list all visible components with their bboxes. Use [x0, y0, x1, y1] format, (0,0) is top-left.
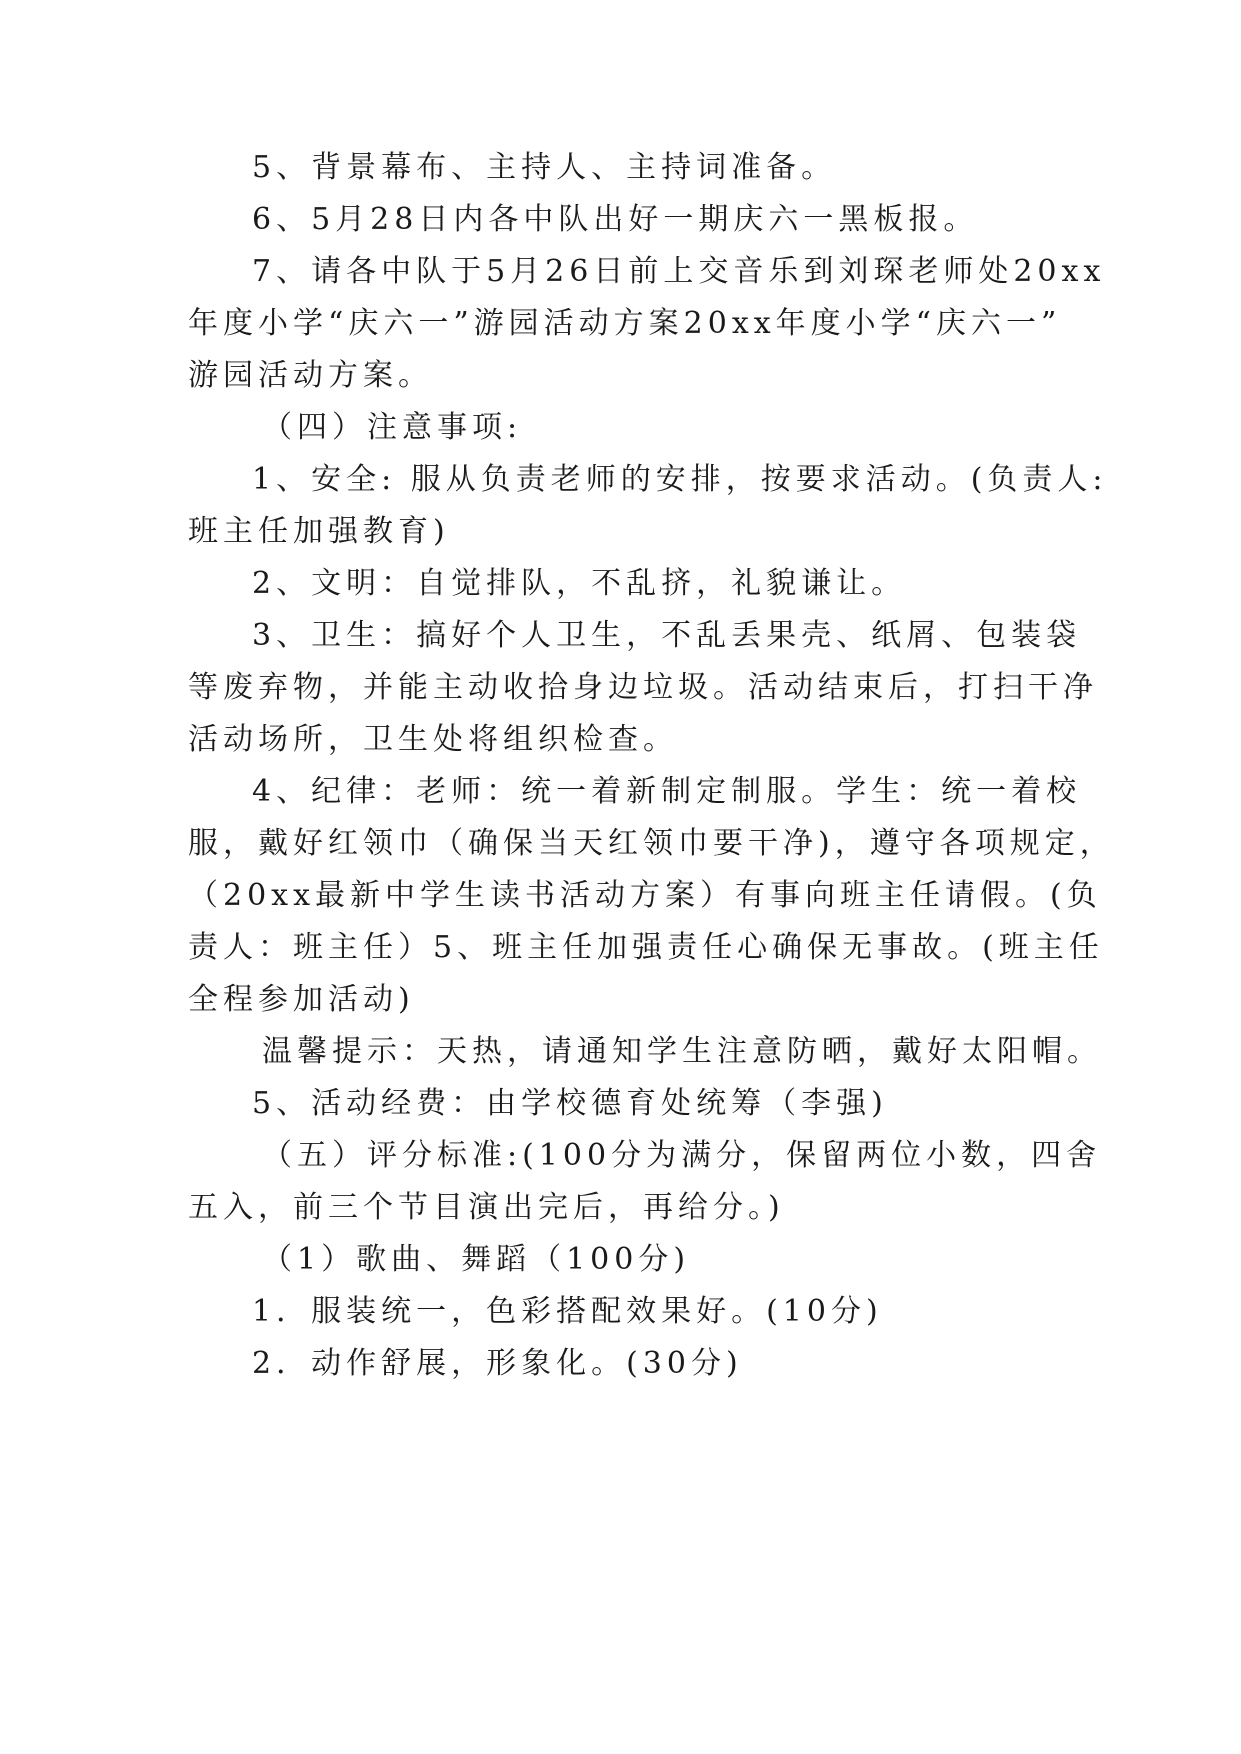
text-line-7-cont-2: 游园活动方案。	[188, 358, 433, 393]
text-line-discipline-cont-4: 全程参加活动)	[188, 982, 415, 1017]
text-line-discipline-cont-3: 责人：班主任）5、班主任加强责任心确保无事故。(班主任	[188, 930, 1104, 965]
text-line-discipline: 4、纪律：老师：统一着新制定制服。学生：统一着校	[252, 774, 1082, 809]
text-line-discipline-cont-2: （20xx最新中学生读书活动方案）有事向班主任请假。(负	[188, 878, 1102, 913]
section-heading-scoring: （五）评分标准:(100分为满分，保留两位小数，四舍	[262, 1138, 1102, 1173]
text-line-reminder: 温馨提示：天热，请通知学生注意防晒，戴好太阳帽。	[262, 1034, 1102, 1069]
text-line-6-blackboard: 6、5月28日内各中队出好一期庆六一黑板报。	[252, 202, 979, 237]
text-line-funding: 5、活动经费：由学校德育处统筹（李强)	[252, 1086, 888, 1121]
text-line-hygiene-cont-2: 活动场所，卫生处将组织检查。	[188, 722, 678, 757]
text-line-7-music: 7、请各中队于5月26日前上交音乐到刘琛老师处20xx	[252, 254, 1106, 289]
criterion-movement: 2．动作舒展，形象化。(30分)	[252, 1346, 743, 1381]
text-line-7-cont-1: 年度小学“庆六一”游园活动方案20xx年度小学“庆六一”	[188, 306, 1062, 341]
text-line-hygiene: 3、卫生：搞好个人卫生，不乱丢果壳、纸屑、包装袋	[252, 618, 1082, 653]
text-line-safety-cont: 班主任加强教育)	[188, 514, 450, 549]
text-line-safety: 1、安全: 服从负责老师的安排，按要求活动。(负责人:	[252, 462, 1108, 497]
text-line-hygiene-cont-1: 等废弃物，并能主动收拾身边垃圾。活动结束后，打扫干净	[188, 670, 1098, 705]
subheading-song-dance: （1）歌曲、舞蹈（100分)	[262, 1242, 691, 1277]
text-line-scoring-cont: 五入，前三个节目演出完后，再给分。)	[188, 1190, 785, 1225]
section-heading-notes: （四）注意事项:	[262, 410, 523, 445]
text-line-civility: 2、文明：自觉排队，不乱挤，礼貌谦让。	[252, 566, 907, 601]
text-line-discipline-cont-1: 服，戴好红领巾（确保当天红领巾要干净)，遵守各项规定，	[188, 826, 1115, 861]
criterion-costume: 1．服装统一，色彩搭配效果好。(10分)	[252, 1294, 883, 1329]
text-line-5-backdrop: 5、背景幕布、主持人、主持词准备。	[252, 150, 837, 185]
